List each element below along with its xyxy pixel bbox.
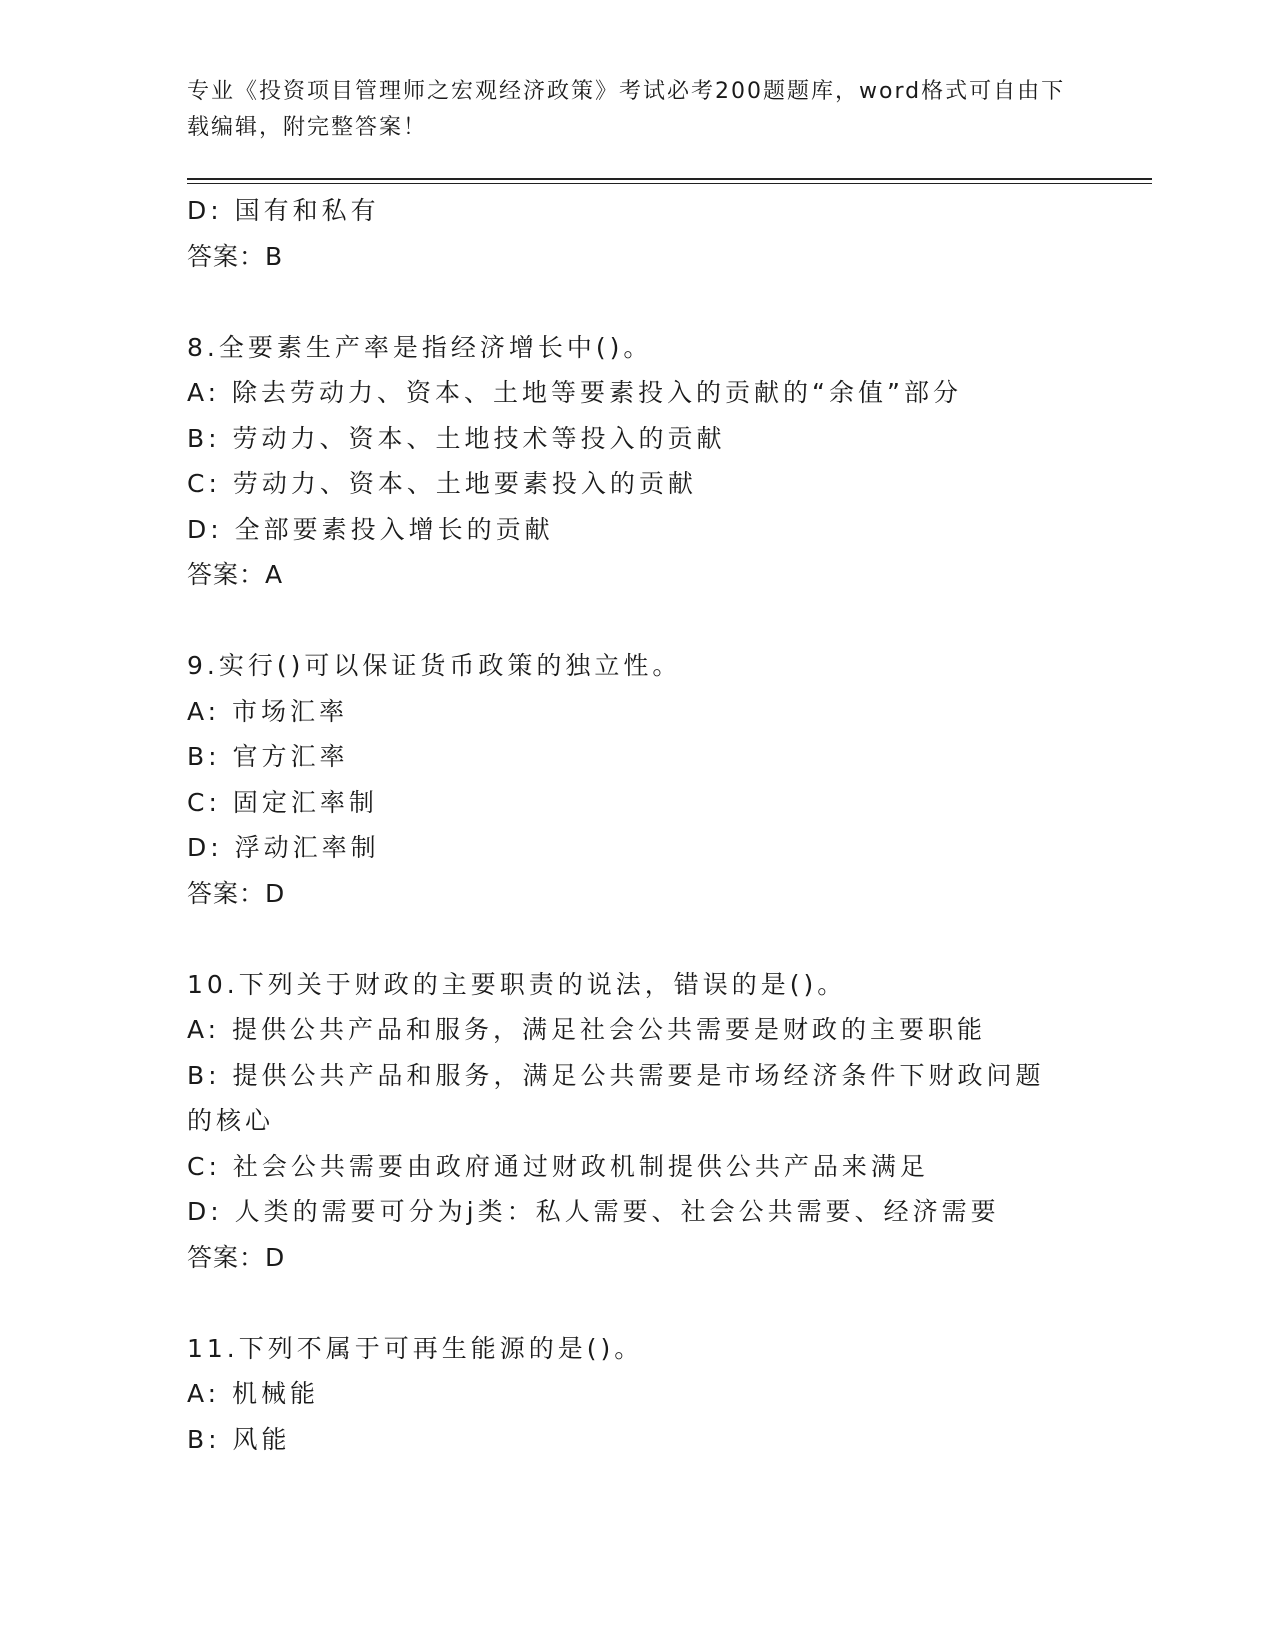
spacer [187, 916, 1087, 962]
spacer [187, 598, 1087, 644]
question-stem: 9.实行()可以保证货币政策的独立性。 [187, 651, 682, 680]
option-d: D: 浮动汇率制 [187, 833, 380, 862]
option-b: B: 劳动力、资本、土地技术等投入的贡献 [187, 423, 726, 453]
answer-line: 答案：D [187, 878, 286, 908]
spacer [187, 279, 1087, 325]
option-a: A: 提供公共产品和服务，满足社会公共需要是财政的主要职能 [187, 1015, 987, 1044]
option-b: B: 提供公共产品和服务，满足公共需要是市场经济条件下财政问题的核心 [187, 1060, 1045, 1135]
option-b: B: 官方汇率 [187, 742, 349, 771]
option-a: A: 市场汇率 [187, 696, 349, 726]
option-d: D: 全部要素投入增长的贡献 [187, 514, 554, 544]
header-divider-thin [187, 183, 1152, 184]
option-a: A: 机械能 [187, 1379, 320, 1408]
header-divider-thick [187, 178, 1152, 180]
option-c: C: 固定汇率制 [187, 787, 378, 817]
option-c: C: 社会公共需要由政府通过财政机制提供公共产品来满足 [187, 1151, 929, 1181]
option-c: C: 劳动力、资本、土地要素投入的贡献 [187, 469, 697, 498]
document-body [187, 188, 1087, 1462]
answer-line: 答案：A [187, 560, 284, 589]
answer-line: 答案：D [187, 1242, 286, 1272]
question-8 [187, 325, 1087, 598]
question-stem: 10.下列关于财政的主要职责的说法，错误的是()。 [187, 969, 847, 999]
option-d: D: 国有和私有 [187, 196, 380, 225]
option-b: B: 风能 [187, 1424, 291, 1454]
question-9 [187, 643, 1087, 916]
question-stem: 8.全要素生产率是指经济增长中()。 [187, 332, 653, 362]
answer-line: 答案：B [187, 241, 284, 271]
question-10 [187, 962, 1087, 1281]
document-header: 专业《投资项目管理师之宏观经济政策》考试必考200题题库，word格式可自由下载编辑，附完整答案！ [187, 79, 1066, 140]
question-11 [187, 1326, 1087, 1463]
question-stem: 11.下列不属于可再生能源的是()。 [187, 1333, 644, 1363]
option-d: D: 人类的需要可分为j类：私人需要、社会公共需要、经济需要 [187, 1197, 1000, 1226]
spacer [187, 1280, 1087, 1326]
option-a: A: 除去劳动力、资本、土地等要素投入的贡献的“余值”部分 [187, 378, 962, 407]
